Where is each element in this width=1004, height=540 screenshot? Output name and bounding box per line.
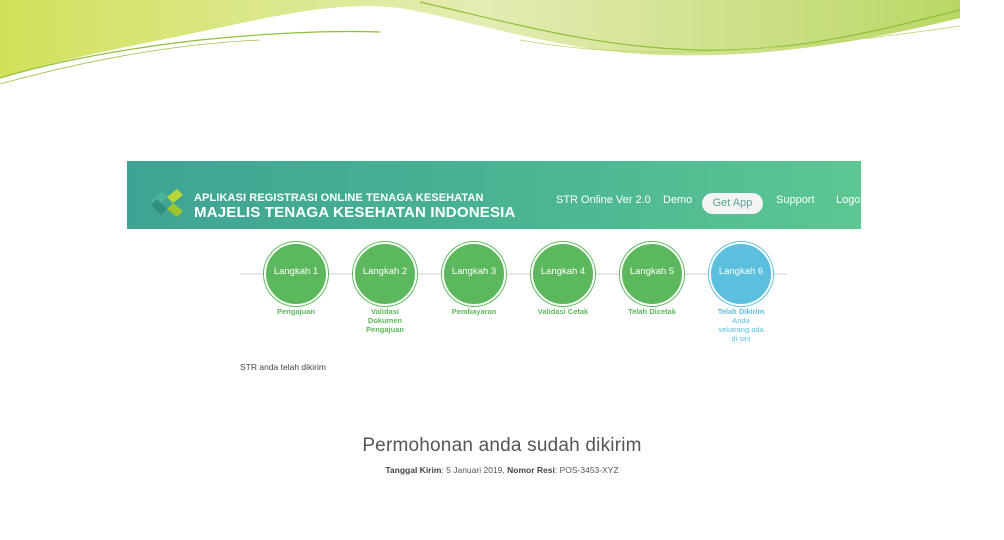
receipt-label: Nomor Resi — [507, 465, 555, 475]
step-sub-caption: Anda sekarang ada di sini — [718, 316, 764, 343]
nav-demo-link[interactable]: Demo — [663, 194, 693, 206]
step-caption-text: Validasi Dokumen Pengajuan — [366, 307, 404, 334]
receipt-value: POS-3453-XYZ — [559, 465, 619, 475]
brand-title: APLIKASI REGISTRASI ONLINE TENAGA KESEHATAN — [194, 192, 484, 204]
step-label: Langkah 3 — [451, 266, 497, 277]
date-label: Tanggal Kirim — [385, 465, 442, 475]
step-6 — [709, 242, 773, 306]
step-label: Langkah 4 — [540, 266, 586, 277]
step-label: Langkah 5 — [629, 266, 675, 277]
app-logo-icon — [145, 183, 185, 223]
get-app-button[interactable]: Get App — [702, 193, 763, 214]
step-caption-active — [701, 307, 781, 343]
step-4 — [531, 242, 595, 306]
step-1 — [264, 242, 328, 306]
step-label: Langkah 2 — [362, 266, 408, 277]
step-3 — [442, 242, 506, 306]
confirmation-title: Permohonan anda sudah dikirim — [362, 435, 642, 456]
step-2 — [353, 242, 417, 306]
brand-subtitle: MAJELIS TENAGA KESEHATAN INDONESIA — [194, 204, 516, 221]
status-message: STR anda telah dikirim — [240, 362, 326, 372]
step-caption: Telah Dicetak — [628, 307, 676, 316]
logout-link[interactable]: Logout — [836, 194, 870, 206]
step-label: Langkah 6 — [718, 266, 764, 277]
confirmation-details: Tanggal Kirim: 5 Januari 2019, Nomor Resi: POS-3453-XYZ — [385, 465, 619, 475]
step-caption: Validasi Cetak — [537, 307, 589, 316]
step-caption — [345, 307, 425, 334]
step-caption: Pembayaran — [451, 307, 497, 316]
nav-support-link[interactable]: Support — [776, 194, 815, 206]
step-caption-text: Telah Dikirim — [717, 307, 765, 316]
step-label: Langkah 1 — [273, 266, 319, 277]
step-5 — [620, 242, 684, 306]
app-header — [127, 161, 870, 229]
decorative-swoosh — [0, 0, 960, 120]
step-caption: Pengajuan — [277, 307, 315, 316]
date-value: 5 Januari 2019 — [446, 465, 503, 475]
nav-version-link[interactable]: STR Online Ver 2.0 — [556, 194, 651, 206]
app-screenshot — [127, 161, 870, 351]
